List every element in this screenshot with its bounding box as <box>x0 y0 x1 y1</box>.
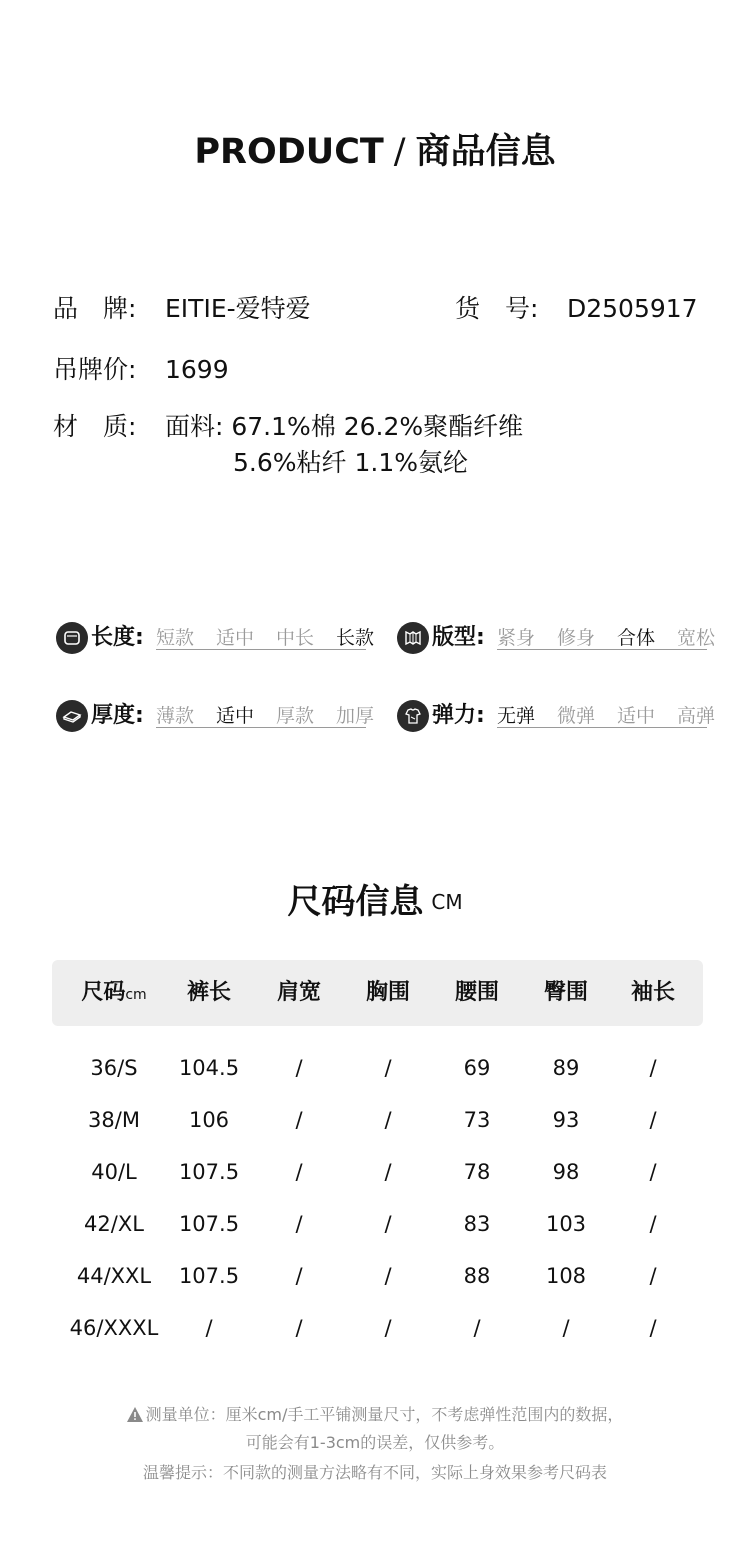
measurement-cell: / <box>649 1316 657 1340</box>
size-title-text: 尺码信息 <box>287 882 424 922</box>
table-row <box>52 1250 703 1302</box>
attr-label: 弹力: <box>432 703 485 728</box>
measurement-cell: / <box>295 1264 303 1288</box>
header-chest: 胸围 <box>365 980 410 1005</box>
option-long-selected: 长款 <box>336 627 375 649</box>
option-moderate-stretch: 适中 <box>617 705 656 727</box>
option-regular-selected: 合体 <box>617 627 656 649</box>
material-value-line2: 5.6%粘纤 1.1%氨纶 <box>233 448 468 477</box>
option-thin: 薄款 <box>156 705 195 727</box>
material-row-2 <box>233 446 468 480</box>
price-value: 1699 <box>165 355 229 384</box>
measurement-cell: 83 <box>463 1212 491 1236</box>
measurement-cell: 108 <box>545 1264 587 1288</box>
size-table-header <box>52 960 703 1026</box>
title-separator: / <box>393 132 406 172</box>
measurement-cell: / <box>295 1056 303 1080</box>
measurement-cell: 104.5 <box>178 1056 240 1080</box>
option-short: 短款 <box>156 627 195 649</box>
measurement-cell: / <box>649 1056 657 1080</box>
size-cell: 36/S <box>90 1056 138 1080</box>
header-shoulder: 肩宽 <box>276 980 321 1005</box>
measurement-cell: 107.5 <box>178 1264 240 1288</box>
header-size-label: 尺码 <box>81 980 126 1005</box>
option-slim: 修身 <box>557 627 596 649</box>
material-label: 材 质: <box>53 412 137 441</box>
warning-icon <box>127 1403 143 1431</box>
header-waist: 腰围 <box>454 980 499 1005</box>
note-line-1: 测量单位：厘米cm/手工平铺测量尺寸，不考虑弹性范围内的数据， <box>145 1405 624 1424</box>
option-medium: 适中 <box>216 627 255 649</box>
header-size-unit: cm <box>125 987 147 1003</box>
table-row <box>52 1302 703 1354</box>
measurement-cell: / <box>205 1316 213 1340</box>
option-loose: 宽松 <box>677 627 716 649</box>
measurement-cell: 98 <box>552 1160 580 1184</box>
stretch-icon <box>397 700 429 732</box>
measurement-cell: / <box>384 1160 392 1184</box>
size-cell: 44/XXL <box>76 1264 152 1288</box>
sku-label: 货 号: <box>455 294 539 323</box>
attr-thickness <box>56 698 376 734</box>
note-line-3: 温馨提示：不同款的测量方法略有不同，实际上身效果参考尺码表 <box>142 1463 607 1482</box>
option-no-stretch-selected: 无弹 <box>497 705 536 727</box>
attr-label: 长度: <box>91 625 144 650</box>
measurement-cell: 73 <box>463 1108 491 1132</box>
option-tight: 紧身 <box>497 627 536 649</box>
measurement-cell: / <box>384 1264 392 1288</box>
attr-length <box>56 620 376 656</box>
attr-label: 版型: <box>432 625 485 650</box>
attr-options <box>156 698 375 734</box>
material-row <box>53 410 523 444</box>
table-row <box>52 1146 703 1198</box>
measurement-cell: 88 <box>463 1264 491 1288</box>
attr-stretch <box>397 698 717 734</box>
option-slight-stretch: 微弹 <box>557 705 596 727</box>
sku-value: D2505917 <box>567 294 698 323</box>
measurement-cell: 89 <box>552 1056 580 1080</box>
measurement-cell: 93 <box>552 1108 580 1132</box>
measurement-note <box>0 1401 750 1431</box>
measurement-cell: / <box>384 1108 392 1132</box>
thickness-icon <box>56 700 88 732</box>
option-extra-thick: 加厚 <box>336 705 375 727</box>
measurement-cell: / <box>649 1108 657 1132</box>
header-hip: 臀围 <box>543 980 588 1005</box>
measurement-cell: / <box>295 1160 303 1184</box>
measurement-cell: / <box>562 1316 570 1340</box>
measurement-cell: / <box>295 1212 303 1236</box>
page-title <box>0 124 750 174</box>
price-label: 吊牌价: <box>53 355 137 384</box>
measurement-cell: / <box>649 1212 657 1236</box>
header-size <box>64 960 164 1028</box>
table-row <box>52 1042 703 1094</box>
attr-options <box>497 620 716 656</box>
header-pants-length: 裤长 <box>186 980 231 1005</box>
measurement-cell: / <box>473 1316 481 1340</box>
option-mid-long: 中长 <box>276 627 315 649</box>
sku-row <box>455 292 698 326</box>
size-section-title <box>0 874 750 923</box>
measurement-cell: 107.5 <box>178 1212 240 1236</box>
title-en: PRODUCT <box>194 132 384 172</box>
brand-row <box>53 292 311 326</box>
option-thick: 厚款 <box>276 705 315 727</box>
size-title-unit: CM <box>431 890 463 914</box>
brand-value: EITIE-爱特爱 <box>165 294 311 323</box>
length-icon <box>56 622 88 654</box>
option-high-stretch: 高弹 <box>677 705 716 727</box>
price-row <box>53 353 229 387</box>
table-row <box>52 1198 703 1250</box>
measurement-cell: / <box>295 1108 303 1132</box>
attr-fit <box>397 620 717 656</box>
fit-icon <box>397 622 429 654</box>
measurement-cell: 69 <box>463 1056 491 1080</box>
size-cell: 42/XL <box>84 1212 144 1236</box>
measurement-cell: 106 <box>188 1108 230 1132</box>
measurement-cell: / <box>649 1264 657 1288</box>
attr-label: 厚度: <box>91 703 144 728</box>
measurement-cell: / <box>649 1160 657 1184</box>
measurement-cell: 103 <box>545 1212 587 1236</box>
measurement-cell: / <box>295 1316 303 1340</box>
measurement-cell: 78 <box>463 1160 491 1184</box>
option-moderate-selected: 适中 <box>216 705 255 727</box>
measurement-cell: / <box>384 1316 392 1340</box>
measurement-cell: 107.5 <box>178 1160 240 1184</box>
brand-label: 品 牌: <box>53 294 137 323</box>
size-cell: 40/L <box>91 1160 137 1184</box>
attr-options <box>156 620 375 656</box>
size-cell: 38/M <box>88 1108 140 1132</box>
size-cell: 46/XXXL <box>69 1316 159 1340</box>
header-sleeve: 袖长 <box>630 980 675 1005</box>
attr-options <box>497 698 716 734</box>
title-cn: 商品信息 <box>415 132 556 172</box>
measurement-cell: / <box>384 1056 392 1080</box>
table-row <box>52 1094 703 1146</box>
note-line-2: 可能会有1-3cm的误差，仅供参考。 <box>245 1433 505 1452</box>
material-value-line1: 面料: 67.1%棉 26.2%聚酯纤维 <box>165 412 524 441</box>
measurement-cell: / <box>384 1212 392 1236</box>
